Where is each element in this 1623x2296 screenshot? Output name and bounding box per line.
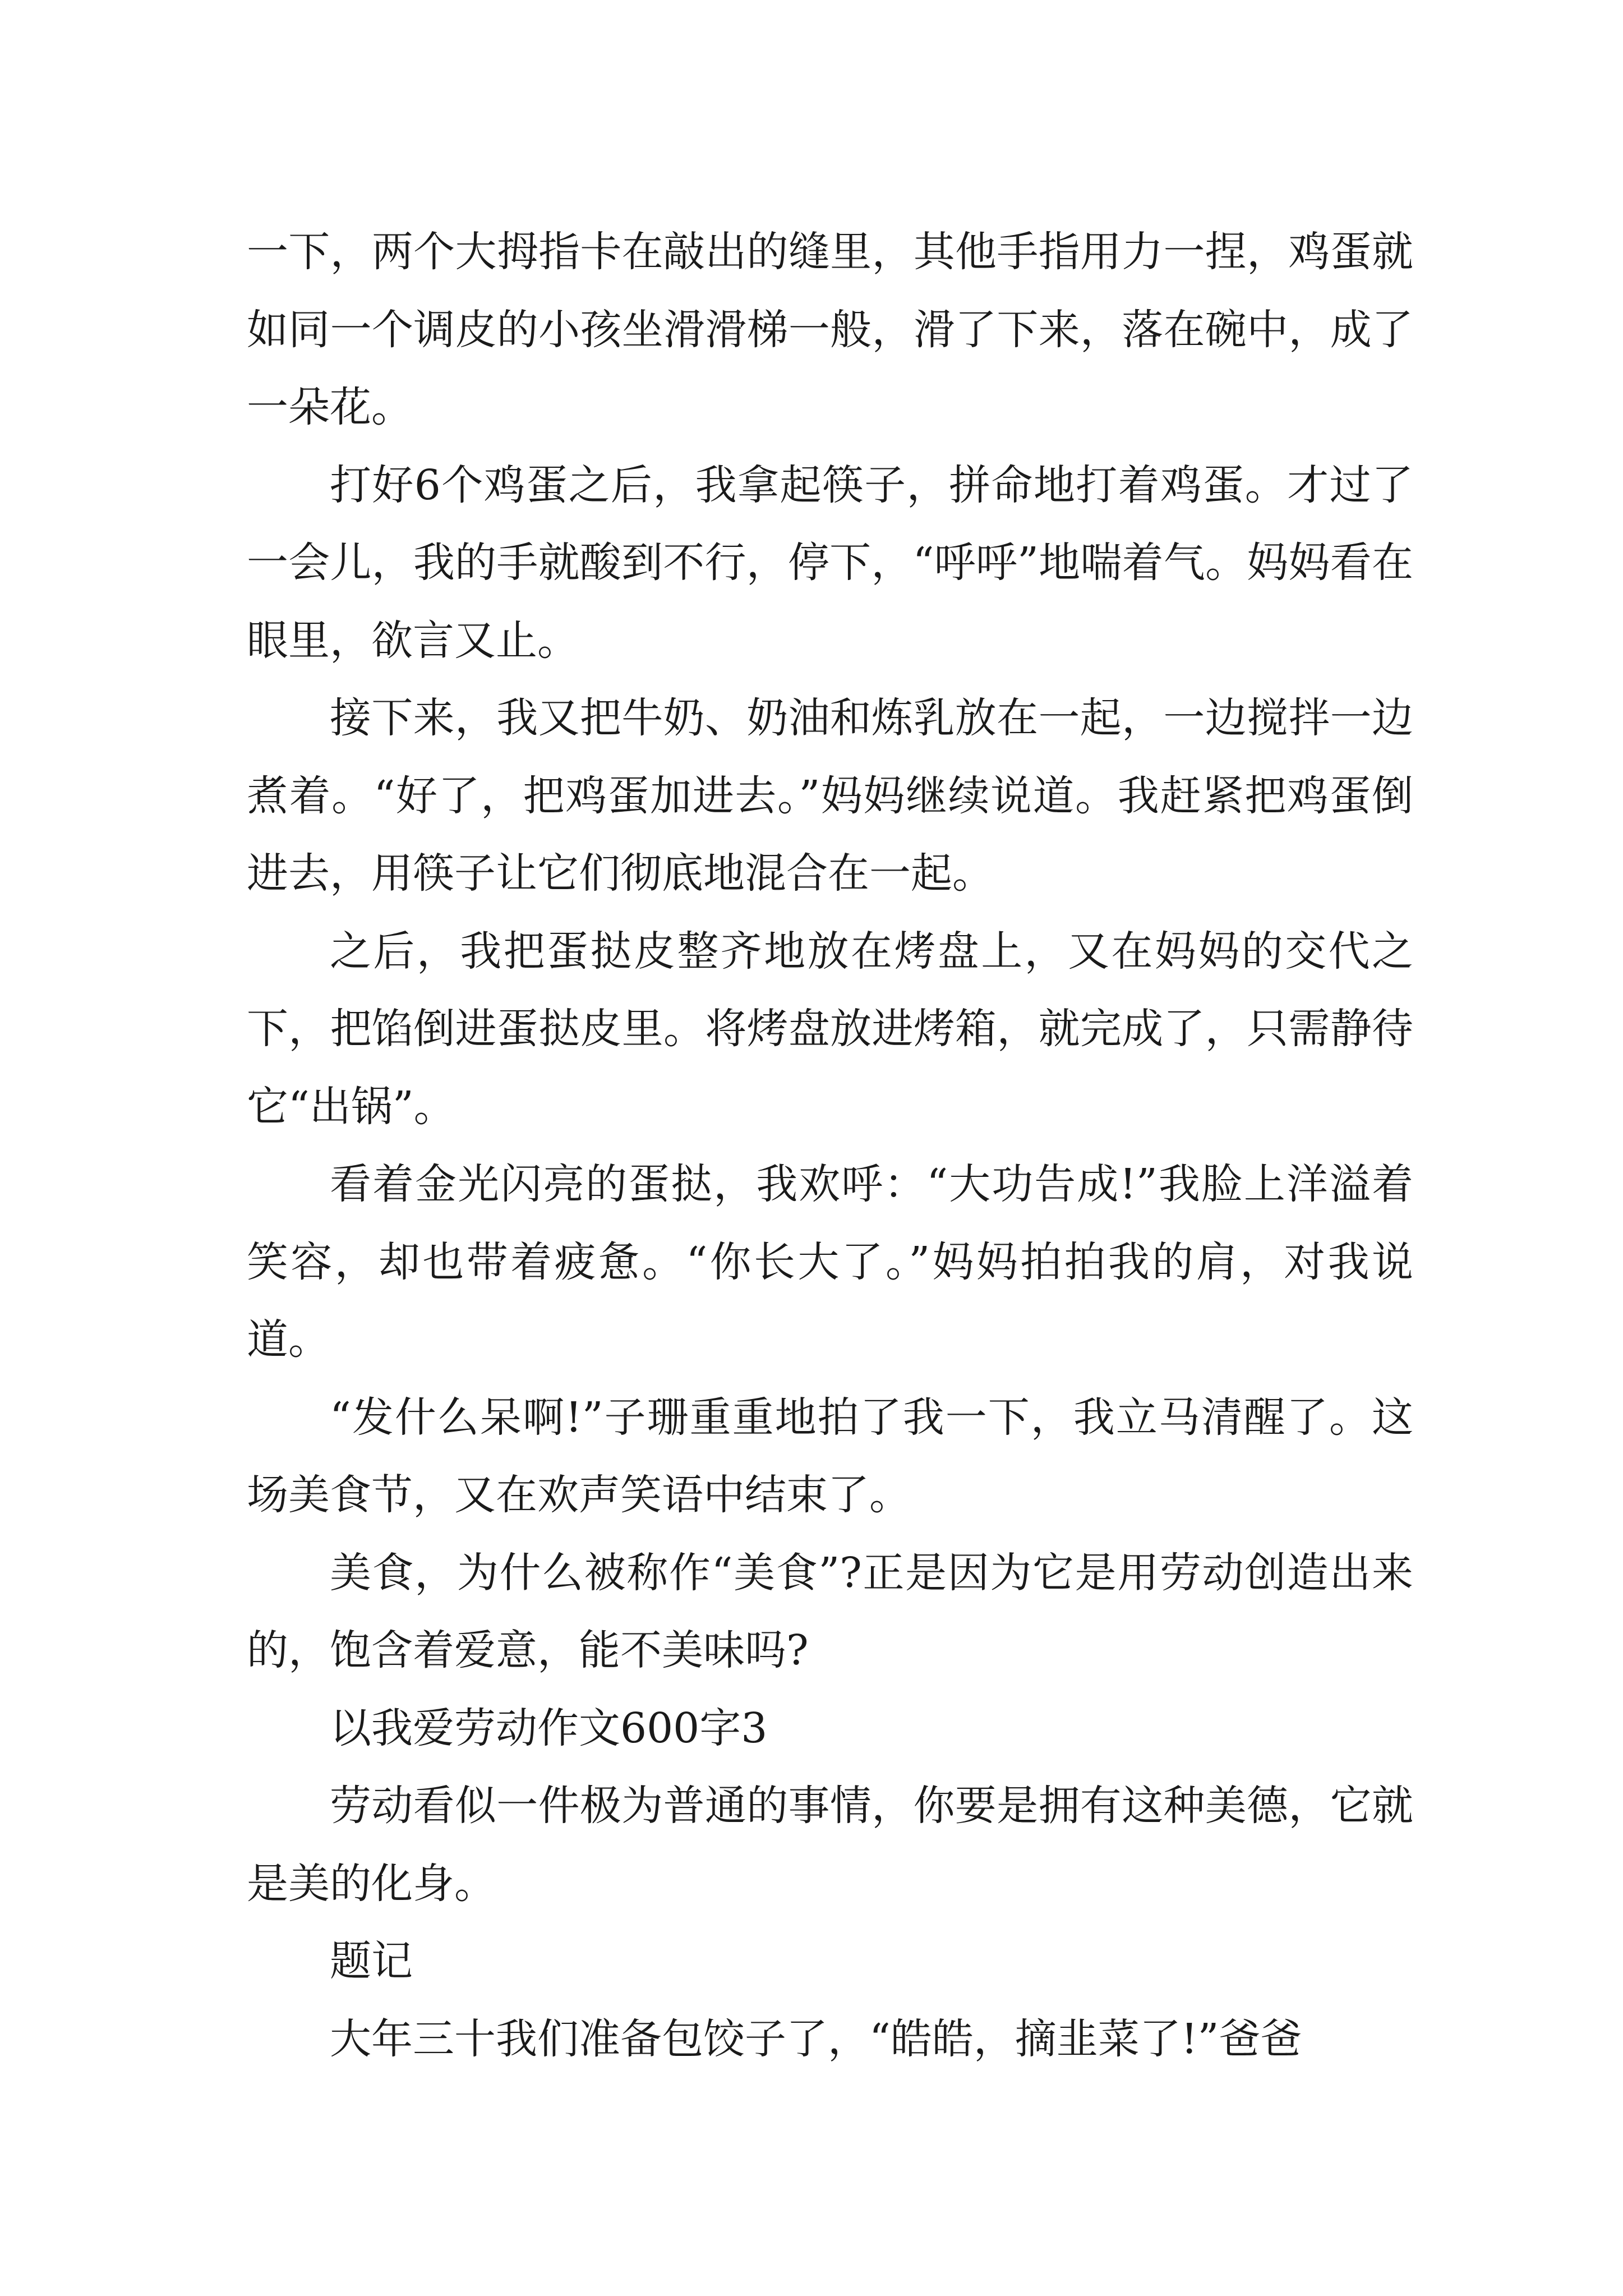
paragraph-4: 之后，我把蛋挞皮整齐地放在烤盘上，又在妈妈的交代之下，把馅倒进蛋挞皮里。将烤盘放进烤箱，就完成了，只需静待它“出锅”。 <box>247 927 1413 1131</box>
paragraph-1: 一下，两个大拇指卡在敲出的缝里，其他手指用力一捏，鸡蛋就如同一个调皮的小孩坐滑滑梯一般，滑了下来，落在碗中，成了一朵花。 <box>247 228 1413 431</box>
paragraph-2: 打好6个鸡蛋之后，我拿起筷子，拼命地打着鸡蛋。才过了一会儿，我的手就酸到不行，停下，“呼呼”地喘着气。妈妈看在眼里，欲言又止。 <box>247 461 1413 665</box>
section-heading: 以我爱劳动作文600字3 <box>330 1704 768 1752</box>
paragraph-8: 劳动看似一件极为普通的事情，你要是拥有这种美德，它就是美的化身。 <box>247 1782 1413 1908</box>
paragraph-10: 大年三十我们准备包饺子了，“皓皓，摘韭菜了!”爸爸 <box>330 2014 1302 2063</box>
paragraph-9: 题记 <box>330 1937 413 1985</box>
paragraph-5: 看着金光闪亮的蛋挞，我欢呼：“大功告成!”我脸上洋溢着笑容，却也带着疲惫。“你长大了。”妈妈拍拍我的肩，对我说道。 <box>247 1160 1413 1364</box>
paragraph-6: “发什么呆啊!”子珊重重地拍了我一下，我立马清醒了。这场美食节，又在欢声笑语中结束了。 <box>247 1393 1413 1519</box>
paragraph-7: 美食，为什么被称作“美食”?正是因为它是用劳动创造出来的，饱含着爱意，能不美味吗? <box>247 1548 1413 1674</box>
document-page <box>247 213 1413 2078</box>
paragraph-3: 接下来，我又把牛奶、奶油和炼乳放在一起，一边搅拌一边煮着。“好了，把鸡蛋加进去。”妈妈继续说道。我赶紧把鸡蛋倒进去，用筷子让它们彻底地混合在一起。 <box>247 694 1413 898</box>
